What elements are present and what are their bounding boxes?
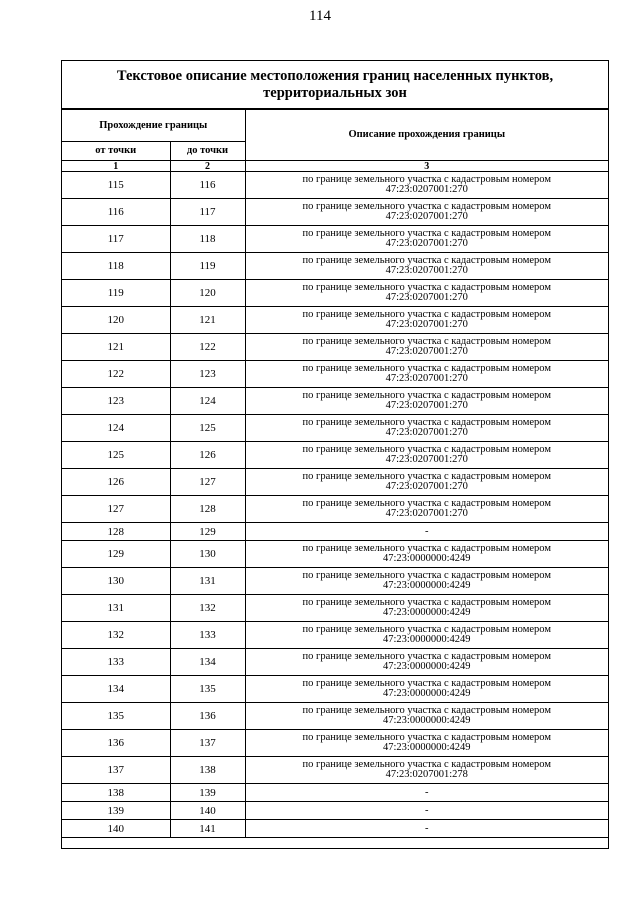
from-point-cell: 123: [62, 388, 170, 415]
description-cell: [245, 703, 608, 730]
description-cell: [245, 253, 608, 280]
to-point-cell: 134: [170, 649, 245, 676]
from-point-cell: 127: [62, 496, 170, 523]
to-point-cell: 124: [170, 388, 245, 415]
description-line: -: [425, 525, 429, 537]
description-line: по границе земельного участка с кадастровым номером: [302, 678, 551, 689]
from-point-cell: 128: [62, 523, 170, 541]
from-point-cell: 120: [62, 307, 170, 334]
table-body: [62, 172, 608, 838]
cadastral-number: 47:23:0207001:270: [385, 400, 468, 411]
to-point-cell: 139: [170, 784, 245, 802]
description-cell: [245, 784, 608, 802]
table-row: [62, 676, 608, 703]
to-point-cell: 141: [170, 820, 245, 838]
to-point-cell: 128: [170, 496, 245, 523]
table-row: [62, 307, 608, 334]
table-row: [62, 442, 608, 469]
to-point-cell: 126: [170, 442, 245, 469]
description-line: по границе земельного участка с кадастровым номером: [302, 624, 551, 635]
table-row: [62, 172, 608, 199]
table-row: [62, 703, 608, 730]
document-frame: [61, 60, 609, 849]
cadastral-number: 47:23:0207001:270: [385, 346, 468, 357]
to-point-cell: 127: [170, 469, 245, 496]
description-line: по границе земельного участка с кадастровым номером: [302, 444, 551, 455]
description-line: по границе земельного участка с кадастровым номером: [302, 705, 551, 716]
from-point-cell: 116: [62, 199, 170, 226]
document-title: Текстовое описание местоположения границ населенных пунктов, территориальных зон: [62, 61, 608, 109]
description-cell: [245, 307, 608, 334]
table-row: [62, 496, 608, 523]
description-line: по границе земельного участка с кадастровым номером: [302, 732, 551, 743]
cadastral-number: 47:23:0000000:4249: [383, 742, 471, 753]
to-point-cell: 121: [170, 307, 245, 334]
to-point-cell: 133: [170, 622, 245, 649]
cadastral-number: 47:23:0000000:4249: [383, 607, 471, 618]
table-row: [62, 280, 608, 307]
description-line: по границе земельного участка с кадастровым номером: [302, 282, 551, 293]
description-cell: [245, 757, 608, 784]
description-line: по границе земельного участка с кадастровым номером: [302, 174, 551, 185]
cadastral-number: 47:23:0000000:4249: [383, 688, 471, 699]
table-row: [62, 253, 608, 280]
to-point-cell: 118: [170, 226, 245, 253]
header-from-point: от точки: [62, 142, 170, 161]
description-cell: [245, 388, 608, 415]
description-cell: [245, 280, 608, 307]
table-row: [62, 820, 608, 838]
to-point-cell: 130: [170, 541, 245, 568]
header-col-number-2: 2: [170, 161, 245, 172]
from-point-cell: 139: [62, 802, 170, 820]
to-point-cell: 131: [170, 568, 245, 595]
cadastral-number: 47:23:0207001:270: [385, 292, 468, 303]
page-number: 114: [309, 8, 331, 24]
to-point-cell: 140: [170, 802, 245, 820]
cadastral-number: 47:23:0207001:278: [385, 769, 468, 780]
description-line: по границе земельного участка с кадастровым номером: [302, 759, 551, 770]
to-point-cell: 129: [170, 523, 245, 541]
description-line: -: [425, 822, 429, 834]
cadastral-number: 47:23:0000000:4249: [383, 661, 471, 672]
description-line: по границе земельного участка с кадастровым номером: [302, 651, 551, 662]
description-cell: [245, 334, 608, 361]
description-cell: [245, 226, 608, 253]
description-line: по границе земельного участка с кадастровым номером: [302, 309, 551, 320]
cadastral-number: 47:23:0207001:270: [385, 319, 468, 330]
description-cell: [245, 415, 608, 442]
description-line: по границе земельного участка с кадастровым номером: [302, 471, 551, 482]
description-line: по границе земельного участка с кадастровым номером: [302, 417, 551, 428]
description-cell: [245, 622, 608, 649]
header-to-point: до точки: [170, 142, 245, 161]
from-point-cell: 129: [62, 541, 170, 568]
description-line: по границе земельного участка с кадастровым номером: [302, 498, 551, 509]
cadastral-number: 47:23:0207001:270: [385, 454, 468, 465]
table-row: [62, 784, 608, 802]
cadastral-number: 47:23:0207001:270: [385, 427, 468, 438]
cadastral-number: 47:23:0000000:4249: [383, 634, 471, 645]
from-point-cell: 136: [62, 730, 170, 757]
description-line: по границе земельного участка с кадастровым номером: [302, 597, 551, 608]
cadastral-number: 47:23:0207001:270: [385, 508, 468, 519]
to-point-cell: 132: [170, 595, 245, 622]
header-description: Описание прохождения границы: [245, 110, 608, 161]
to-point-cell: 136: [170, 703, 245, 730]
from-point-cell: 137: [62, 757, 170, 784]
description-cell: [245, 523, 608, 541]
description-line: по границе земельного участка с кадастровым номером: [302, 543, 551, 554]
description-line: по границе земельного участка с кадастровым номером: [302, 570, 551, 581]
cadastral-number: 47:23:0207001:270: [385, 481, 468, 492]
cadastral-number: 47:23:0000000:4249: [383, 580, 471, 591]
from-point-cell: 119: [62, 280, 170, 307]
description-cell: [245, 595, 608, 622]
table-row: [62, 415, 608, 442]
from-point-cell: 140: [62, 820, 170, 838]
table-row: [62, 388, 608, 415]
table-row: [62, 361, 608, 388]
description-cell: [245, 496, 608, 523]
table-row: [62, 757, 608, 784]
to-point-cell: 135: [170, 676, 245, 703]
table-row: [62, 622, 608, 649]
to-point-cell: 123: [170, 361, 245, 388]
table-header: [62, 110, 608, 172]
to-point-cell: 116: [170, 172, 245, 199]
description-line: по границе земельного участка с кадастровым номером: [302, 201, 551, 212]
from-point-cell: 121: [62, 334, 170, 361]
to-point-cell: 117: [170, 199, 245, 226]
from-point-cell: 131: [62, 595, 170, 622]
from-point-cell: 118: [62, 253, 170, 280]
from-point-cell: 126: [62, 469, 170, 496]
to-point-cell: 120: [170, 280, 245, 307]
from-point-cell: 115: [62, 172, 170, 199]
to-point-cell: 119: [170, 253, 245, 280]
header-col-number-3: 3: [245, 161, 608, 172]
description-line: -: [425, 804, 429, 816]
description-cell: [245, 199, 608, 226]
description-cell: [245, 820, 608, 838]
description-cell: [245, 469, 608, 496]
boundary-table: [62, 109, 608, 838]
description-cell: [245, 541, 608, 568]
description-line: по границе земельного участка с кадастровым номером: [302, 255, 551, 266]
table-row: [62, 730, 608, 757]
cadastral-number: 47:23:0000000:4249: [383, 553, 471, 564]
cadastral-number: 47:23:0000000:4249: [383, 715, 471, 726]
from-point-cell: 138: [62, 784, 170, 802]
description-line: по границе земельного участка с кадастровым номером: [302, 336, 551, 347]
description-cell: [245, 361, 608, 388]
to-point-cell: 122: [170, 334, 245, 361]
table-row: [62, 469, 608, 496]
table-row: [62, 649, 608, 676]
from-point-cell: 132: [62, 622, 170, 649]
from-point-cell: 133: [62, 649, 170, 676]
table-row: [62, 523, 608, 541]
from-point-cell: 124: [62, 415, 170, 442]
description-line: по границе земельного участка с кадастровым номером: [302, 228, 551, 239]
from-point-cell: 122: [62, 361, 170, 388]
table-row: [62, 541, 608, 568]
from-point-cell: 135: [62, 703, 170, 730]
description-cell: [245, 649, 608, 676]
description-cell: [245, 442, 608, 469]
header-boundary-passage: Прохождение границы: [62, 110, 245, 142]
cadastral-number: 47:23:0207001:270: [385, 373, 468, 384]
from-point-cell: 134: [62, 676, 170, 703]
header-col-number-1: 1: [62, 161, 170, 172]
description-line: по границе земельного участка с кадастровым номером: [302, 390, 551, 401]
to-point-cell: 138: [170, 757, 245, 784]
description-cell: [245, 730, 608, 757]
to-point-cell: 137: [170, 730, 245, 757]
table-row: [62, 199, 608, 226]
to-point-cell: 125: [170, 415, 245, 442]
table-row: [62, 334, 608, 361]
table-row: [62, 568, 608, 595]
cadastral-number: 47:23:0207001:270: [385, 238, 468, 249]
from-point-cell: 130: [62, 568, 170, 595]
from-point-cell: 125: [62, 442, 170, 469]
description-line: по границе земельного участка с кадастровым номером: [302, 363, 551, 374]
description-cell: [245, 568, 608, 595]
description-cell: [245, 676, 608, 703]
table-row: [62, 226, 608, 253]
description-cell: [245, 172, 608, 199]
description-cell: [245, 802, 608, 820]
table-row: [62, 802, 608, 820]
from-point-cell: 117: [62, 226, 170, 253]
table-row: [62, 595, 608, 622]
cadastral-number: 47:23:0207001:270: [385, 184, 468, 195]
cadastral-number: 47:23:0207001:270: [385, 211, 468, 222]
cadastral-number: 47:23:0207001:270: [385, 265, 468, 276]
description-line: -: [425, 786, 429, 798]
